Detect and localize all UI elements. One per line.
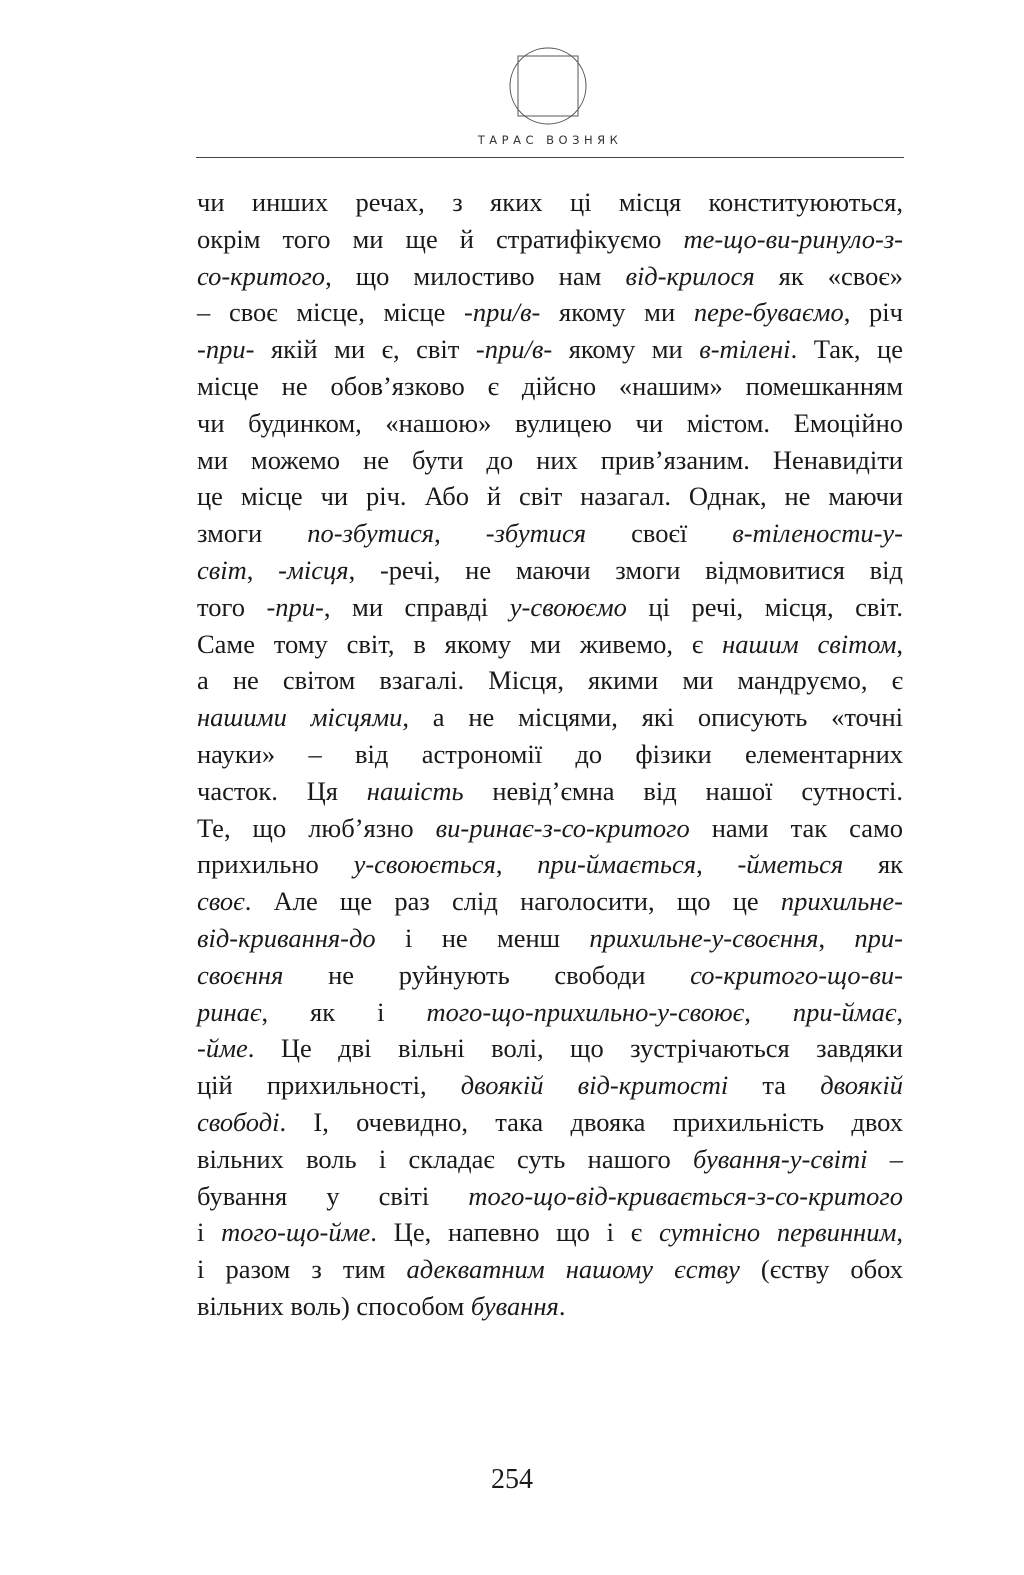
text-segment: , ми справді: [323, 591, 510, 622]
text-segment: ,: [818, 922, 855, 953]
italic-segment: при-ймає: [792, 996, 897, 1027]
italic-segment: при-ймається: [537, 849, 697, 880]
text-segment: . І, очевидно, така двояка прихильність двох: [279, 1106, 903, 1137]
text-segment: якому ми: [552, 334, 700, 365]
italic-segment: те-що-ви-ринуло-з-: [683, 223, 903, 254]
italic-segment: по-збутися: [307, 518, 435, 549]
text-line: [197, 331, 903, 368]
text-segment: Те, що люб’язно: [197, 812, 436, 843]
text-line: [197, 957, 903, 994]
italic-segment: світ: [197, 554, 247, 585]
text-segment: і: [197, 1217, 222, 1248]
text-line: [197, 994, 903, 1031]
text-line: [197, 294, 903, 331]
text-line: [197, 589, 903, 626]
text-segment: ,: [434, 518, 486, 549]
text-segment: і разом з тим: [197, 1254, 407, 1285]
text-line: [197, 515, 903, 552]
italic-segment: свободі: [197, 1106, 280, 1137]
italic-segment: нашими місцями: [197, 702, 403, 733]
text-segment: вільних воль і складає суть нашого: [197, 1143, 693, 1174]
text-line: [197, 736, 903, 773]
italic-segment: прихильне-у-своєння: [589, 922, 819, 953]
text-segment: – своє місце, місце: [197, 297, 465, 328]
text-line: [197, 1251, 903, 1288]
running-head: ТАРАС ВОЗНЯК: [477, 133, 623, 147]
text-line: [197, 258, 903, 295]
italic-segment: сутнісно первинним: [658, 1217, 897, 1248]
text-segment: –: [867, 1143, 903, 1174]
text-segment: та: [728, 1070, 821, 1101]
italic-segment: від-крилося: [625, 260, 755, 291]
text-line: [197, 442, 903, 479]
text-segment: окрім того ми ще й стратифікуємо: [197, 223, 684, 254]
text-segment: . Так, це: [790, 334, 904, 365]
text-line: [197, 846, 903, 883]
text-segment: , а не місцями, які описують «точні: [402, 702, 903, 733]
text-segment: це місце чи річ. Або й світ назагал. Однак, не маючи: [197, 481, 903, 512]
italic-segment: адекватним нашому єству: [406, 1254, 740, 1285]
italic-segment: своєння: [197, 959, 284, 990]
italic-segment: від-кривання-до: [197, 922, 376, 953]
italic-segment: -збутися: [485, 518, 587, 549]
text-segment: . Але ще раз слід наголосити, що це: [244, 886, 781, 917]
text-segment: . Це дві вільні волі, що зустрічаються завдяки: [247, 1033, 903, 1064]
text-segment: ,: [744, 996, 793, 1027]
text-line: [197, 1104, 903, 1141]
text-segment: . Це, напевно що і є: [370, 1217, 659, 1248]
text-segment: .: [558, 1290, 566, 1321]
text-line: [197, 405, 903, 442]
text-segment: цій прихильності,: [197, 1070, 461, 1101]
text-line: [197, 662, 903, 699]
text-segment: науки» – від астрономії до фізики елементарних: [197, 738, 903, 769]
text-line: [197, 552, 903, 589]
italic-segment: со-критого: [197, 260, 326, 291]
italic-segment: -йме: [197, 1033, 248, 1064]
text-segment: бування у світі: [197, 1180, 469, 1211]
italic-segment: прихильне-: [780, 886, 903, 917]
body-text: [197, 184, 903, 1325]
text-segment: ,: [495, 849, 538, 880]
text-segment: нами так само: [689, 812, 903, 843]
text-line: [197, 368, 903, 405]
text-segment: ,: [896, 1217, 903, 1248]
text-line: [197, 221, 903, 258]
italic-segment: у-своюється: [353, 849, 496, 880]
text-line: [197, 626, 903, 663]
text-line: [197, 478, 903, 515]
italic-segment: в-тілености-у-: [732, 518, 903, 549]
text-line: [197, 1178, 903, 1215]
text-line: [197, 1214, 903, 1251]
text-line: [197, 1288, 903, 1325]
text-line: [197, 1067, 903, 1104]
text-segment: ,: [246, 554, 279, 585]
text-segment: ,: [696, 849, 738, 880]
text-segment: своєї: [586, 518, 733, 549]
text-line: [197, 920, 903, 957]
circle-square-emblem-icon: [508, 46, 588, 126]
text-segment: часток. Ця: [197, 775, 367, 806]
italic-segment: со-критого-що-ви-: [690, 959, 903, 990]
italic-segment: у-своюємо: [509, 591, 627, 622]
italic-segment: нашість: [366, 775, 464, 806]
page-number: 254: [491, 1464, 533, 1495]
text-segment: невід’ємна від нашої сутності.: [463, 775, 903, 806]
text-segment: ,: [896, 628, 904, 659]
text-segment: чи будинком, «нашою» вулицею чи містом. Емоційно: [197, 407, 903, 438]
text-segment: вільних воль) способом: [197, 1290, 471, 1321]
header-rule: [196, 157, 904, 158]
italic-segment: пере-буваємо: [693, 297, 844, 328]
text-segment: як «своє»: [754, 260, 904, 291]
italic-segment: нашим світом: [722, 628, 897, 659]
italic-segment: бування-у-світі: [693, 1143, 868, 1174]
text-segment: , що милостиво нам: [325, 260, 626, 291]
italic-segment: двоякій від-критості: [460, 1070, 729, 1101]
italic-segment: в-тілені: [699, 334, 791, 365]
italic-segment: -при/в-: [464, 297, 541, 328]
italic-segment: своє: [197, 886, 245, 917]
text-segment: Саме тому світ, в якому ми живемо, є: [197, 628, 723, 659]
italic-segment: -при-: [197, 334, 255, 365]
text-segment: ,: [896, 996, 904, 1027]
text-segment: а не світом взагалі. Місця, якими ми мандруємо, є: [197, 665, 903, 696]
text-segment: якій ми є, світ: [254, 334, 476, 365]
italic-segment: того-що-прихильно-у-своює: [426, 996, 745, 1027]
text-line: [197, 1141, 903, 1178]
text-segment: як: [843, 849, 904, 880]
text-line: [197, 184, 903, 221]
text-segment: , -речі, не маючи змоги відмовитися від: [348, 554, 904, 585]
text-segment: чи инших речах, з яких ці місця конституюються,: [197, 187, 903, 217]
text-segment: (єству обох: [739, 1254, 903, 1285]
text-line: [197, 699, 903, 736]
text-segment: ці речі, місця, світ.: [626, 591, 903, 622]
text-segment: змоги: [197, 518, 308, 549]
italic-segment: того-що-від-кривається-з-со-критого: [468, 1180, 903, 1211]
text-segment: прихильно: [197, 849, 354, 880]
italic-segment: -при/в-: [475, 334, 553, 365]
text-segment: , річ: [843, 297, 903, 328]
italic-segment: -місця: [278, 554, 349, 585]
text-segment: місце не обов’язково є дійсно «нашим» помешканням: [197, 370, 903, 401]
text-segment: , як і: [261, 996, 427, 1027]
text-segment: якому ми: [540, 297, 694, 328]
italic-segment: -при-: [266, 591, 324, 622]
italic-segment: при-: [854, 922, 903, 953]
italic-segment: двоякій: [820, 1070, 903, 1101]
text-line: [197, 773, 903, 810]
text-line: [197, 883, 903, 920]
text-segment: і не менш: [375, 922, 590, 953]
text-segment: ми можемо не бути до них прив’язаним. Ненавидіти: [197, 444, 903, 475]
italic-segment: бування: [470, 1290, 559, 1321]
italic-segment: -йметься: [737, 849, 844, 880]
text-line: [197, 1030, 903, 1067]
italic-segment: ви-ринає-з-со-критого: [435, 812, 690, 843]
text-segment: того: [197, 591, 267, 622]
text-segment: не руйнують свободи: [283, 959, 691, 990]
italic-segment: ринає: [197, 996, 262, 1027]
text-line: [197, 810, 903, 847]
italic-segment: того-що-йме: [221, 1217, 371, 1248]
